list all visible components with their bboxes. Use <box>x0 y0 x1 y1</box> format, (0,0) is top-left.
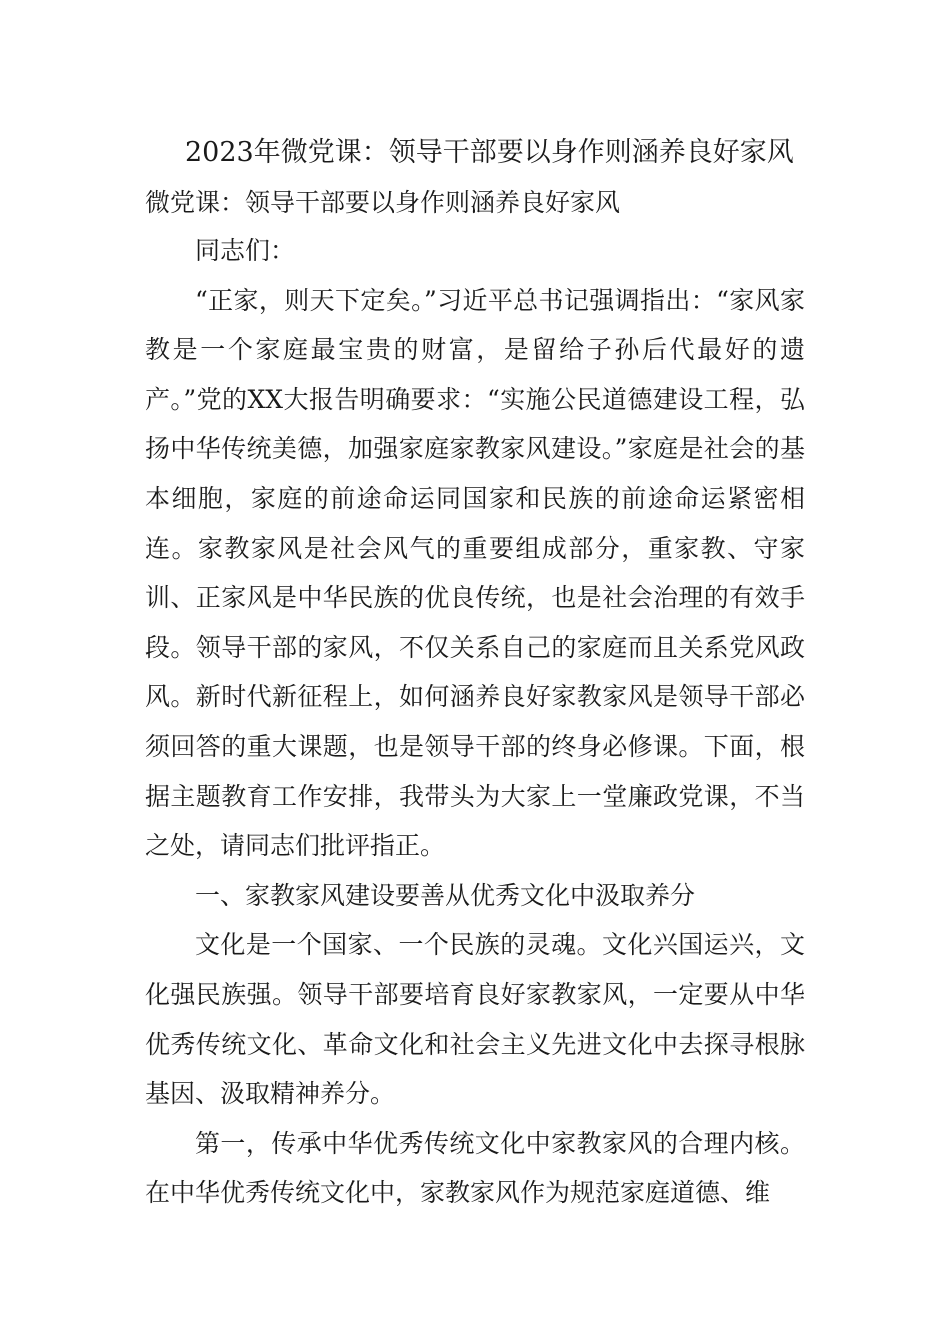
salutation-paragraph: 同志们： <box>195 236 296 265</box>
point-1-paragraph: 第一，传承中华优秀传统文化中家教家风的合理内核。在中华优秀传统文化中，家教家风作为规范家庭道德、维 <box>145 1128 805 1208</box>
document-title: 2023年微党课：领导干部要以身作则涵养良好家风 <box>185 137 794 168</box>
section-1-paragraph: 文化是一个国家、一个民族的灵魂。文化兴国运兴，文化强民族强。领导干部要培育良好家教家风，一定要从中华优秀传统文化、革命文化和社会主义先进文化中去探寻根脉基因、汲取精神养分。 <box>145 930 805 1109</box>
document-body <box>145 226 805 1218</box>
section-heading-1: 一、家教家风建设要善从优秀文化中汲取养分 <box>195 880 696 910</box>
intro-paragraph: “正家，则天下定矣。”习近平总书记强调指出：“家风家教是一个家庭最宝贵的财富，是留给子孙后代最好的遗产。”党的XX大报告明确要求：“实施公民道德建设工程，弘扬中华传统美德，加强家庭家教家风建设。”家庭是社会的基本细胞，家庭的前途命运同国家和民族的前途命运紧密相连。家教家风是社会风气的重要组成部分，重家教、守家训、正家风是中华民族的优良传统，也是社会治理的有效手段。领导干部的家风，不仅关系自己的家庭而且关系党风政风。新时代新征程上，如何涵养良好家教家风是领导干部必须回答的重大课题，也是领导干部的终身必修课。下面，根据主题教育工作安排，我带头为大家上一堂廉政党课，不当之处，请同志们批评指正。 <box>145 285 805 861</box>
document-subtitle: 微党课：领导干部要以身作则涵养良好家风 <box>145 188 621 217</box>
